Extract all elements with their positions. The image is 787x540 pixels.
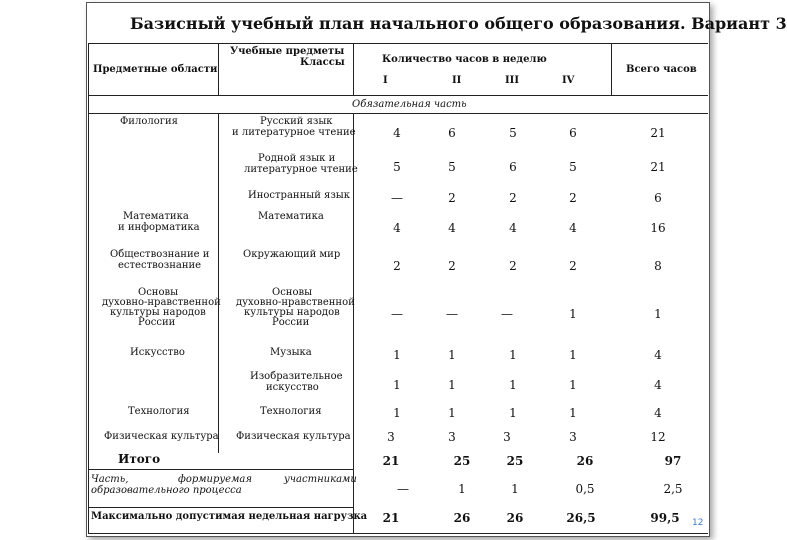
- subject-label: Математика: [258, 211, 324, 222]
- slide-number: 12: [692, 518, 704, 528]
- cell-value: 16: [650, 221, 666, 235]
- header-grade-2: II: [452, 75, 462, 86]
- page-title: Базисный учебный план начального общего образования. Вариант 3: [130, 14, 787, 33]
- totals-label: Итого: [118, 452, 161, 466]
- cell-value: 6: [448, 126, 456, 140]
- header-subject-areas: Предметные области: [93, 64, 218, 75]
- area-label: Математика: [123, 211, 189, 222]
- cell-value: —: [391, 307, 403, 321]
- table-border-top: [88, 43, 708, 44]
- header-classes: Классы: [300, 57, 345, 68]
- cell-value: 4: [569, 221, 577, 235]
- header-grade-1: I: [383, 75, 388, 86]
- area-label: духовно-нравственной: [102, 297, 221, 308]
- table-section-divider: [88, 113, 708, 114]
- subject-label: Окружающий мир: [243, 249, 341, 260]
- area-label: Технология: [128, 406, 190, 417]
- subject-label: Музыка: [270, 347, 312, 358]
- cell-value: 26: [453, 511, 471, 525]
- cell-value: 1: [393, 348, 401, 362]
- cell-value: —: [446, 307, 458, 321]
- table-row-divider: [88, 469, 353, 470]
- cell-value: 1: [569, 307, 577, 321]
- subject-label: Физическая культура: [236, 431, 351, 442]
- cell-value: 4: [654, 378, 662, 392]
- cell-value: 3: [448, 430, 456, 444]
- cell-value: 21: [382, 454, 400, 468]
- cell-value: 99,5: [650, 511, 680, 525]
- cell-value: 26: [506, 511, 524, 525]
- cell-value: 5: [509, 126, 517, 140]
- table-col-divider: [611, 43, 612, 95]
- cell-value: 1: [458, 482, 466, 496]
- area-label: Искусство: [130, 347, 185, 358]
- cell-value: 1: [509, 378, 517, 392]
- cell-value: 2: [569, 259, 577, 273]
- cell-value: 2: [509, 259, 517, 273]
- participants-label: Часть,: [91, 474, 129, 485]
- subject-label: Родной язык и: [258, 153, 336, 164]
- cell-value: 26: [576, 454, 594, 468]
- cell-value: —: [501, 307, 513, 321]
- area-label: естествознание: [118, 260, 202, 271]
- header-hours-per-week: Количество часов в неделю: [382, 54, 547, 65]
- cell-value: 1: [509, 406, 517, 420]
- header-grade-3: III: [505, 75, 520, 86]
- cell-value: 1: [569, 378, 577, 392]
- cell-value: 4: [448, 221, 456, 235]
- cell-value: 4: [393, 126, 401, 140]
- cell-value: 4: [654, 406, 662, 420]
- cell-value: 6: [654, 191, 662, 205]
- table-border-bottom: [88, 533, 708, 534]
- cell-value: 1: [448, 348, 456, 362]
- area-label: культуры народов: [110, 307, 206, 318]
- cell-value: 8: [654, 259, 662, 273]
- table-col-divider: [218, 113, 219, 453]
- subject-label: Русский язык: [260, 116, 333, 127]
- header-grade-4: IV: [562, 75, 575, 86]
- cell-value: 1: [569, 348, 577, 362]
- cell-value: 1: [448, 378, 456, 392]
- subject-label: искусство: [266, 382, 319, 393]
- cell-value: 2: [448, 191, 456, 205]
- cell-value: 1: [509, 348, 517, 362]
- subject-label: Основы: [272, 287, 313, 298]
- table-col-divider: [353, 43, 354, 95]
- subject-label: Иностранный язык: [248, 190, 351, 201]
- cell-value: 21: [382, 511, 400, 525]
- area-label: России: [138, 317, 176, 328]
- header-subjects: Учебные предметы: [230, 46, 345, 57]
- cell-value: 1: [654, 307, 662, 321]
- area-label: и информатика: [118, 222, 200, 233]
- cell-value: 6: [569, 126, 577, 140]
- subject-label: и литературное чтение: [232, 127, 356, 138]
- subject-label: культуры народов: [244, 307, 340, 318]
- cell-value: 26,5: [566, 511, 596, 525]
- cell-value: 4: [654, 348, 662, 362]
- cell-value: 1: [569, 406, 577, 420]
- cell-value: 2: [393, 259, 401, 273]
- table-header-divider: [88, 95, 708, 96]
- cell-value: 1: [448, 406, 456, 420]
- cell-value: 2: [569, 191, 577, 205]
- cell-value: 3: [569, 430, 577, 444]
- cell-value: 1: [393, 406, 401, 420]
- cell-value: 2: [509, 191, 517, 205]
- cell-value: 25: [453, 454, 471, 468]
- cell-value: 12: [650, 430, 666, 444]
- area-label: Основы: [138, 287, 179, 298]
- subject-label: духовно-нравственной: [236, 297, 355, 308]
- subject-label: литературное чтение: [244, 164, 358, 175]
- cell-value: 21: [650, 126, 666, 140]
- cell-value: 1: [511, 482, 519, 496]
- area-label: Физическая культура: [104, 431, 219, 442]
- cell-value: 3: [387, 430, 395, 444]
- table-col-divider: [218, 43, 219, 95]
- cell-value: 21: [650, 160, 666, 174]
- cell-value: 4: [393, 221, 401, 235]
- cell-value: 3: [503, 430, 511, 444]
- cell-value: 0,5: [575, 482, 595, 496]
- cell-value: 4: [509, 221, 517, 235]
- participants-label: участниками: [284, 474, 357, 485]
- subject-label: Технология: [260, 406, 322, 417]
- area-label: Обществознание и: [110, 249, 210, 260]
- cell-value: 25: [506, 454, 524, 468]
- participants-label: образовательного процесса: [91, 485, 242, 496]
- participants-label: формируемая: [178, 474, 252, 485]
- cell-value: 5: [569, 160, 577, 174]
- header-total: Всего часов: [626, 64, 697, 75]
- area-label: Филология: [120, 116, 178, 127]
- cell-value: 5: [393, 160, 401, 174]
- cell-value: 2: [448, 259, 456, 273]
- cell-value: —: [391, 191, 403, 205]
- cell-value: 97: [664, 454, 682, 468]
- table-border-left: [88, 43, 89, 533]
- cell-value: —: [397, 482, 409, 496]
- subject-label: Изобразительное: [250, 371, 343, 382]
- cell-value: 1: [393, 378, 401, 392]
- cell-value: 6: [509, 160, 517, 174]
- subject-label: России: [272, 317, 310, 328]
- max-load-label: Максимально допустимая недельная нагрузка: [91, 511, 368, 522]
- section-mandatory-part: Обязательная часть: [352, 99, 467, 110]
- cell-value: 5: [448, 160, 456, 174]
- table-row-divider: [88, 507, 353, 508]
- cell-value: 2,5: [663, 482, 683, 496]
